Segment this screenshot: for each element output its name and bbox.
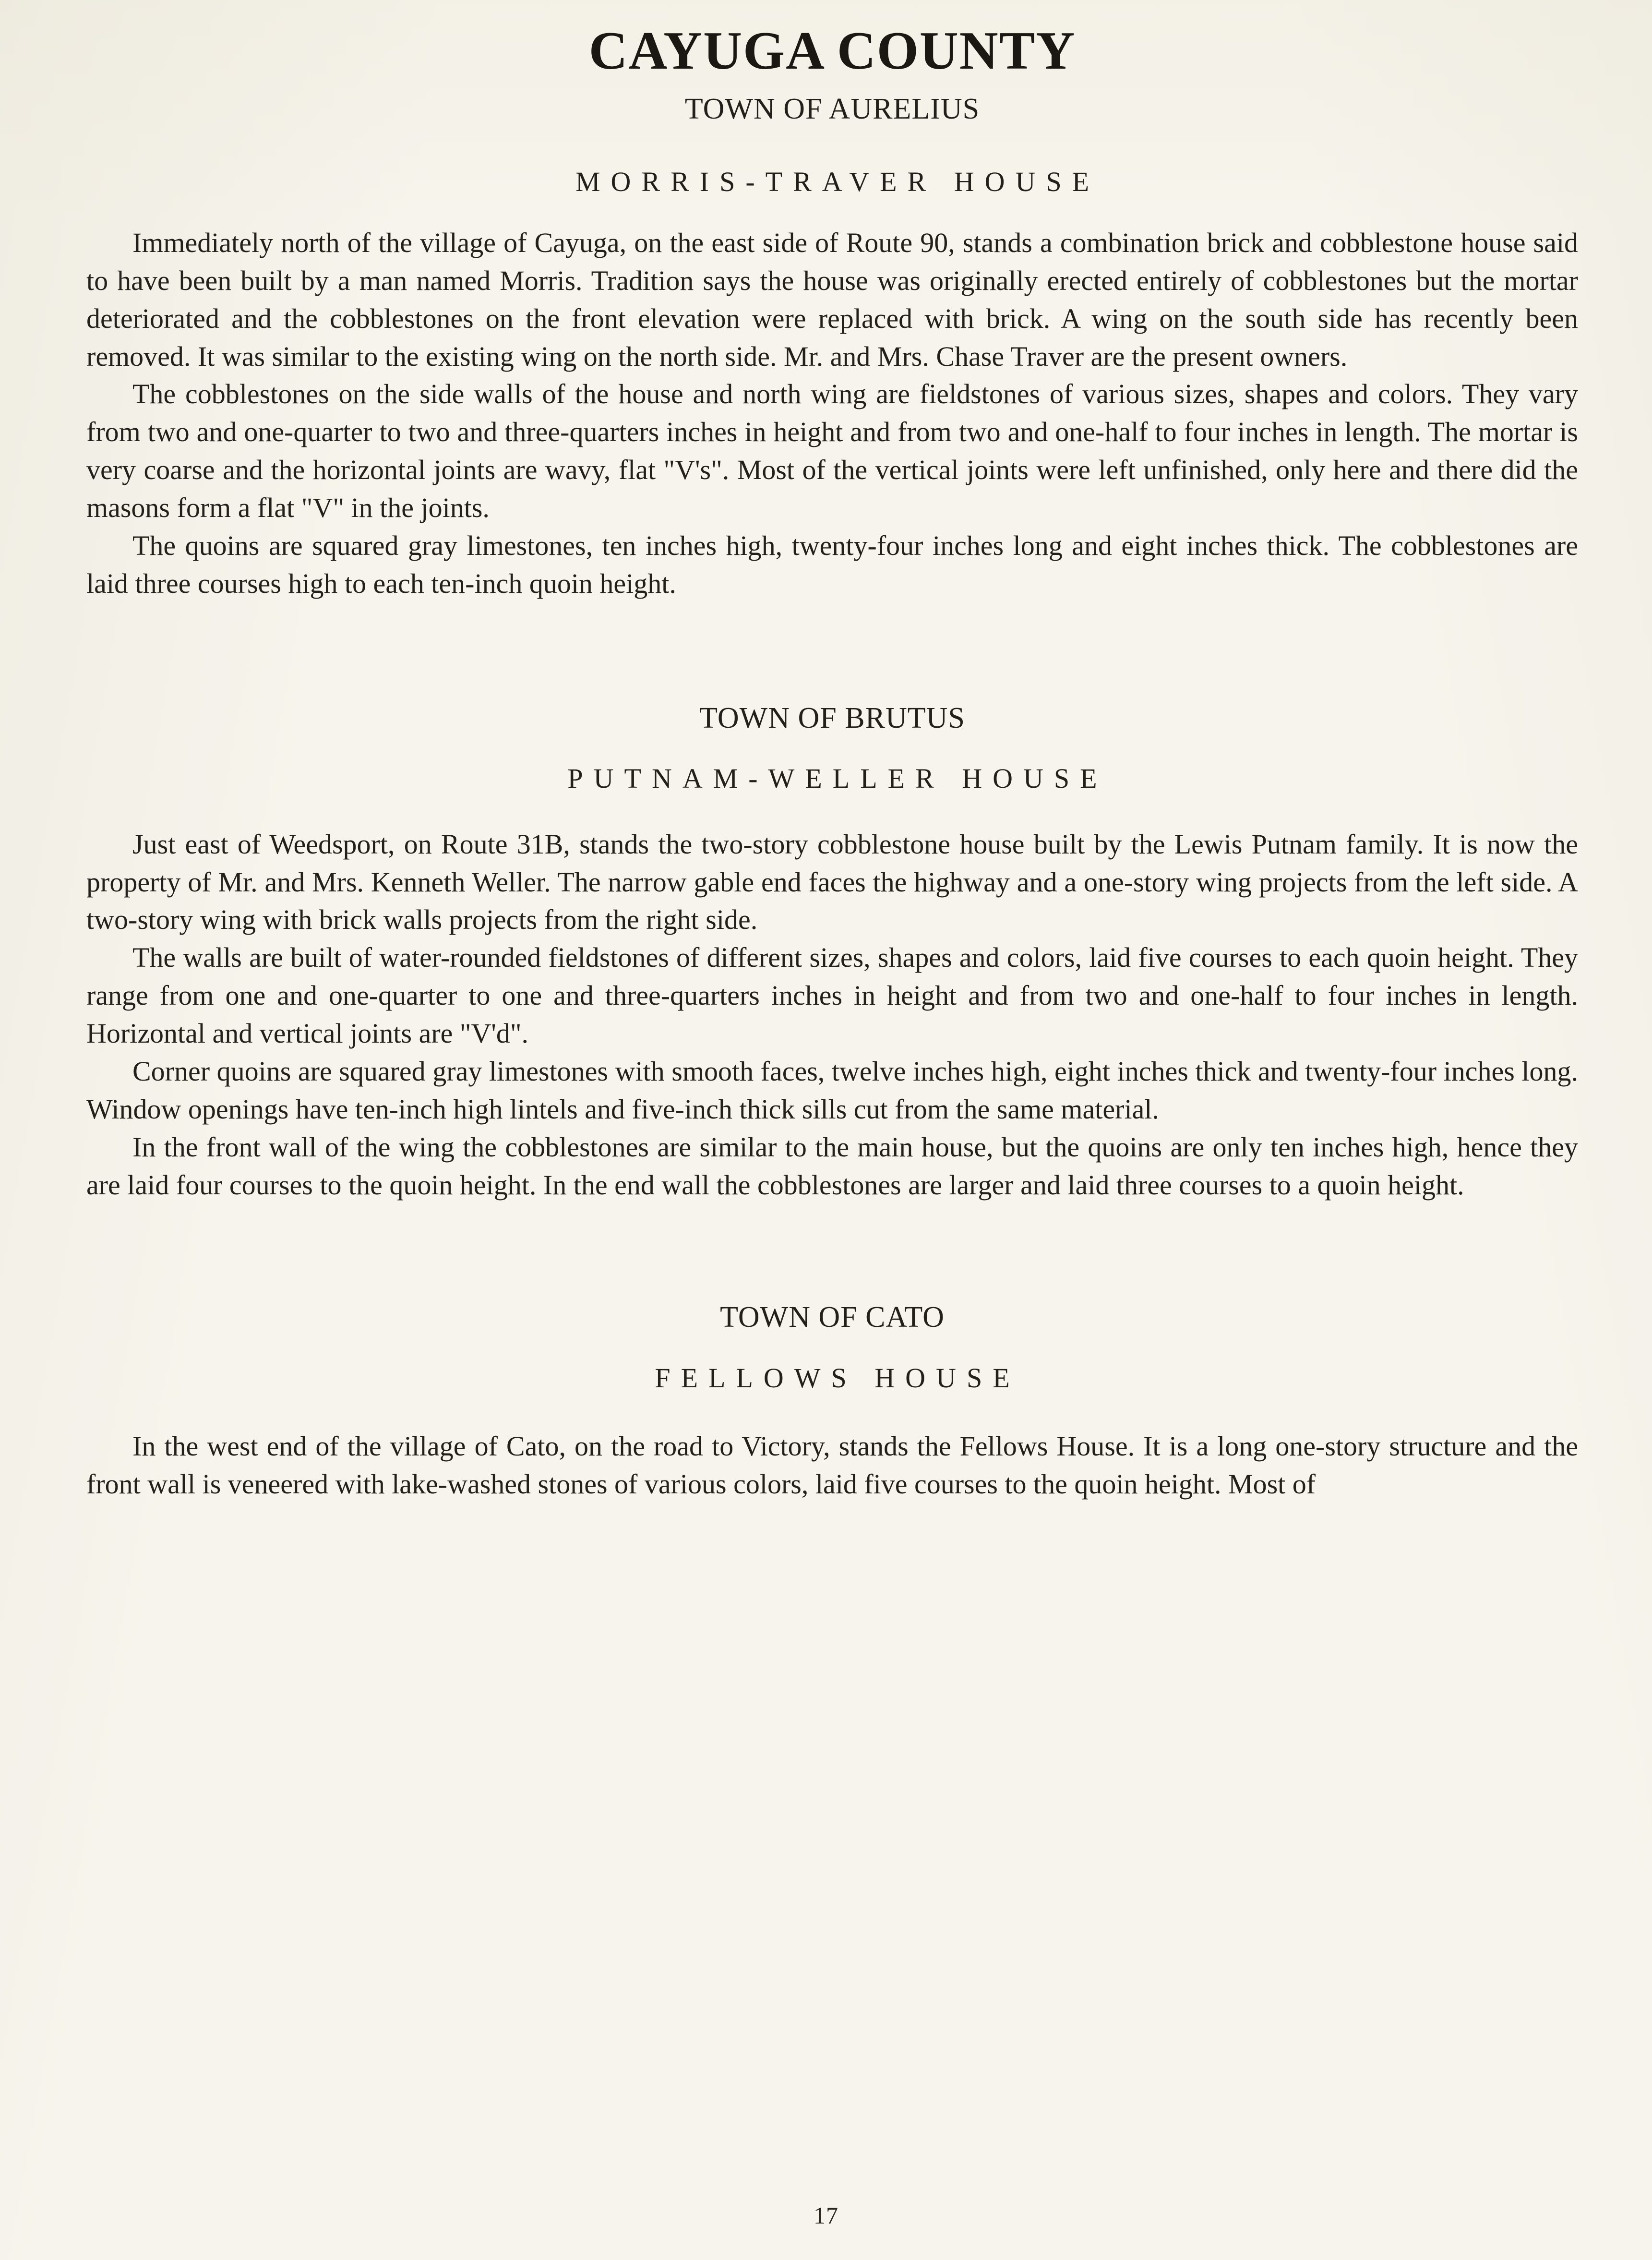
paragraph: Just east of Weedsport, on Route 31B, stands the two-story cobblestone house built by the Lewis Putnam family. It is now the property of Mr. and Mrs. Kenneth Weller. The narrow gable end faces the highway and a one-story wing projects from the left side. A two-story wing with brick walls projects from the right side. [86, 828, 1578, 936]
page-title: CAYUGA COUNTY [588, 21, 1076, 81]
page-number: 17 [814, 2202, 838, 2229]
paragraph: The quoins are squared gray limestones, ten inches high, twenty-four inches long and eight inches thick. The cobblestones are laid three courses high to each ten-inch quoin height. [86, 529, 1578, 599]
town-heading-aurelius: TOWN OF AURELIUS [684, 92, 980, 125]
paragraph: In the west end of the village of Cato, on the road to Victory, stands the Fellows House. It is a long one-story structure and the front wall is veneered with lake-washed stones of various colors, laid five courses to the quoin height. Most of [86, 1431, 1578, 1500]
house-heading-fellows: FELLOWS HOUSE [655, 1362, 1020, 1394]
paragraph: Immediately north of the village of Cayuga, on the east side of Route 90, stands a combination brick and cobblestone house said to have been built by a man named Morris. Tradition says the house was originally erected entirely of cobblestones but the mortar deteriorated and the cobblestones on the front elevation were replaced with brick. A wing on the south side has recently been removed. It was similar to the existing wing on the north side. Mr. and Mrs. Chase Traver are the present owners. [86, 227, 1578, 372]
house-heading-putnam-weller: PUTNAM-WELLER HOUSE [567, 762, 1108, 794]
section-body-putnam-weller [86, 826, 1578, 1204]
spacer-brutus-town-to-house [86, 734, 1578, 763]
paragraph: The cobblestones on the side walls of the house and north wing are fieldstones of various sizes, shapes and colors. They vary from two and one-quarter to two and three-quarters inches in height and from two and one-half to four inches in length. The mortar is very coarse and the horizontal joints are wavy, flat "V's". Most of the vertical joints were left unfinished, only here and there did the masons form a flat "V" in the joints. [86, 378, 1578, 524]
town-heading-cato: TOWN OF CATO [720, 1301, 945, 1334]
paragraph: The walls are built of water-rounded fieldstones of different sizes, shapes and colors, laid five courses to each quoin height. They range from one and one-quarter to one and three-quarters inches in height and from two and one-half to four inches in length. Horizontal and vertical joints are "V'd". [86, 942, 1578, 1049]
spacer-after-fellows-heading [86, 1393, 1578, 1428]
spacer-before-cato-section [86, 1204, 1578, 1288]
paragraph: In the front wall of the wing the cobblestones are similar to the main house, but the quoins are only ten inches high, hence they are laid four courses to the quoin height. In the end wall the cobblestones are larger and laid three courses to a quoin height. [86, 1131, 1578, 1201]
spacer-after-putnam-heading [86, 794, 1578, 826]
house-heading-morris-traver: MORRIS-TRAVER HOUSE [575, 166, 1100, 198]
town-heading-brutus: TOWN OF BRUTUS [699, 701, 965, 734]
spacer-before-brutus-section [86, 603, 1578, 689]
spacer-cato-town-to-house [86, 1334, 1578, 1363]
spacer-before-morris-heading [86, 125, 1578, 167]
page-content-column [86, 0, 1578, 2260]
section-body-morris-traver [86, 224, 1578, 603]
spacer-after-morris-heading [86, 197, 1578, 224]
paragraph: Corner quoins are squared gray limestones with smooth faces, twelve inches high, eight inches thick and twenty-four inches long. Window openings have ten-inch high lintels and five-inch thick sills cut from the same material. [86, 1055, 1578, 1125]
section-body-fellows [86, 1428, 1578, 1503]
